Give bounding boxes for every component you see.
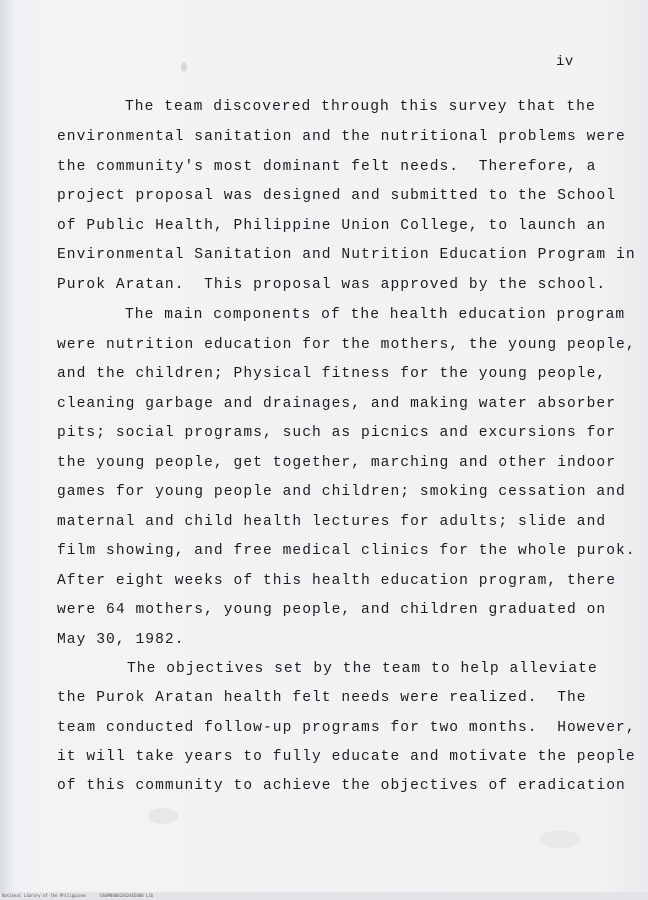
scan-footer [0, 892, 648, 900]
paragraph-3-line-1: The objectives set by the team to help alleviate [127, 661, 598, 677]
paragraph-2-line-12: May 30, 1982. [57, 632, 185, 648]
paragraph-2-line-5: pits; social programs, such as picnics and excursions for [57, 425, 617, 441]
page-number: iv [556, 54, 574, 70]
paragraph-1-line-7: Purok Aratan. This proposal was approved by the school. [57, 277, 607, 293]
paragraph-2-line-6: the young people, get together, marching and other indoor [57, 455, 617, 471]
paragraph-2-line-1: The main components of the health education program [125, 307, 626, 323]
paragraph-1-line-5: of Public Health, Philippine Union College, to launch an [57, 218, 607, 234]
footer-library: National Library of the Philippines [2, 893, 87, 898]
paragraph-2-line-3: and the children; Physical fitness for the young people, [57, 366, 607, 382]
paragraph-2-line-9: film showing, and free medical clinics for the whole purok. [57, 543, 636, 559]
paragraph-1-line-4: project proposal was designed and submitted to the School [57, 188, 617, 204]
paragraph-2-line-4: cleaning garbage and drainages, and making water absorber [57, 396, 617, 412]
paragraph-2-line-2: were nutrition education for the mothers, the young people, [57, 337, 636, 353]
paragraph-2-line-10: After eight weeks of this health education program, there [57, 573, 617, 589]
paragraph-2-line-7: games for young people and children; smoking cessation and [57, 484, 626, 500]
paragraph-3-line-2: the Purok Aratan health felt needs were realized. The [57, 690, 587, 706]
paragraph-1-line-3: the community's most dominant felt needs. Therefore, a [57, 159, 597, 175]
footer-id: DG4M00002362465000 Lib [100, 893, 154, 898]
paragraph-2-line-11: were 64 mothers, young people, and children graduated on [57, 602, 607, 618]
paragraph-1-line-6: Environmental Sanitation and Nutrition Education Program in [57, 247, 636, 263]
paragraph-1-line-2: environmental sanitation and the nutritional problems were [57, 129, 626, 145]
paragraph-3-line-5: of this community to achieve the objectives of eradication [57, 778, 626, 794]
paragraph-1-line-1: The team discovered through this survey that the [125, 99, 596, 115]
paragraph-2-line-8: maternal and child health lectures for adults; slide and [57, 514, 607, 530]
paragraph-3-line-4: it will take years to fully educate and motivate the people [57, 749, 636, 765]
paragraph-3-line-3: team conducted follow-up programs for two months. However, [57, 720, 636, 736]
